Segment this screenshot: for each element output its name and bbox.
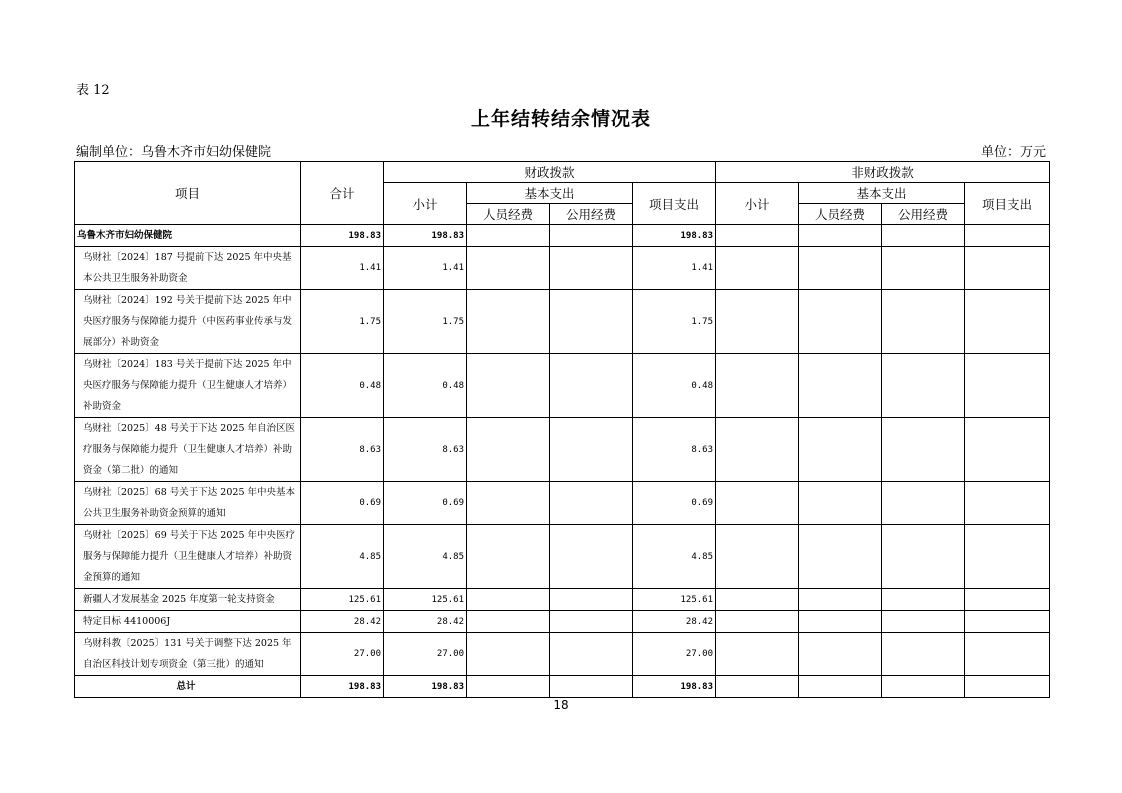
currency-unit: 单位：万元 [980, 145, 1046, 160]
cell-personnel [467, 482, 550, 525]
table-row [75, 589, 1050, 611]
table-row [75, 633, 1050, 676]
cell-total: 0.48 [301, 354, 384, 418]
cell-personnel [467, 354, 550, 418]
header-nonfiscal: 非财政拨款 [716, 162, 1050, 183]
cell-total: 0.69 [301, 482, 384, 525]
cell-public [550, 589, 633, 611]
cell-public [550, 676, 633, 698]
row-name: 乌财社〔2025〕68 号关于下达 2025 年中央基本公共卫生服务补助资金预算的通知 [75, 482, 301, 525]
header-fiscal-subtotal: 小计 [384, 183, 467, 225]
cell-total: 28.42 [301, 611, 384, 633]
compiling-unit: 编制单位：乌鲁木齐市妇幼保健院 [76, 145, 272, 160]
table-row [75, 354, 1050, 418]
cell-project: 4.85 [633, 525, 716, 589]
cell-nf-project [965, 676, 1050, 698]
cell-project: 0.69 [633, 482, 716, 525]
cell-nf-public [882, 633, 965, 676]
row-name: 乌财科教〔2025〕131 号关于调整下达 2025 年自治区科技计划专项资金（第三批）的通知 [75, 633, 301, 676]
cell-public [550, 418, 633, 482]
cell-total: 8.63 [301, 418, 384, 482]
cell-personnel [467, 247, 550, 290]
cell-nf-subtotal [716, 525, 799, 589]
cell-subtotal: 125.61 [384, 589, 467, 611]
cell-public [550, 354, 633, 418]
header-nonfiscal-basic: 基本支出 [799, 183, 965, 204]
total-row [75, 676, 1050, 698]
cell-subtotal: 1.75 [384, 290, 467, 354]
cell-project: 28.42 [633, 611, 716, 633]
carryover-table [74, 161, 1050, 698]
cell-public [550, 225, 633, 247]
cell-nf-project [965, 290, 1050, 354]
row-name: 乌财社〔2025〕69 号关于下达 2025 年中央医疗服务与保障能力提升（卫生健康人才培养）补助资金预算的通知 [75, 525, 301, 589]
cell-nf-subtotal [716, 354, 799, 418]
cell-nf-personnel [799, 418, 882, 482]
row-name: 特定目标 4410006J [75, 611, 301, 633]
cell-nf-public [882, 525, 965, 589]
cell-subtotal: 4.85 [384, 525, 467, 589]
cell-nf-public [882, 611, 965, 633]
cell-nf-personnel [799, 676, 882, 698]
cell-nf-subtotal [716, 611, 799, 633]
table-body [75, 225, 1050, 698]
cell-nf-public [882, 290, 965, 354]
cell-nf-subtotal [716, 676, 799, 698]
cell-project: 0.48 [633, 354, 716, 418]
cell-subtotal: 8.63 [384, 418, 467, 482]
header-total: 合计 [301, 162, 384, 225]
cell-nf-project [965, 633, 1050, 676]
cell-public [550, 290, 633, 354]
cell-nf-personnel [799, 611, 882, 633]
cell-total: 1.75 [301, 290, 384, 354]
cell-subtotal: 28.42 [384, 611, 467, 633]
cell-project: 8.63 [633, 418, 716, 482]
row-name: 乌鲁木齐市妇幼保健院 [75, 225, 301, 247]
cell-public [550, 482, 633, 525]
cell-nf-project [965, 247, 1050, 290]
cell-nf-project [965, 225, 1050, 247]
header-project: 项目 [75, 162, 301, 225]
row-name: 乌财社〔2024〕183 号关于提前下达 2025 年中央医疗服务与保障能力提升（卫生健康人才培养）补助资金 [75, 354, 301, 418]
cell-project: 198.83 [633, 225, 716, 247]
header-nonfiscal-subtotal: 小计 [716, 183, 799, 225]
cell-subtotal: 198.83 [384, 676, 467, 698]
cell-nf-public [882, 354, 965, 418]
cell-nf-project [965, 525, 1050, 589]
cell-subtotal: 1.41 [384, 247, 467, 290]
cell-nf-personnel [799, 525, 882, 589]
cell-nf-subtotal [716, 589, 799, 611]
cell-subtotal: 27.00 [384, 633, 467, 676]
cell-nf-project [965, 589, 1050, 611]
cell-public [550, 633, 633, 676]
cell-nf-public [882, 225, 965, 247]
row-name: 新疆人才发展基金 2025 年度第一轮支持资金 [75, 589, 301, 611]
cell-project: 27.00 [633, 633, 716, 676]
header-fiscal-public: 公用经费 [550, 204, 633, 225]
table-row [75, 525, 1050, 589]
cell-nf-personnel [799, 290, 882, 354]
row-name: 乌财社〔2024〕187 号提前下达 2025 年中央基本公共卫生服务补助资金 [75, 247, 301, 290]
cell-total: 27.00 [301, 633, 384, 676]
cell-personnel [467, 225, 550, 247]
cell-public [550, 525, 633, 589]
cell-personnel [467, 676, 550, 698]
header-nonfiscal-project: 项目支出 [965, 183, 1050, 225]
cell-nf-personnel [799, 247, 882, 290]
table-row [75, 418, 1050, 482]
table-row [75, 225, 1050, 247]
cell-personnel [467, 525, 550, 589]
row-name: 乌财社〔2025〕48 号关于下达 2025 年自治区医疗服务与保障能力提升（卫生健康人才培养）补助资金（第二批）的通知 [75, 418, 301, 482]
cell-nf-subtotal [716, 633, 799, 676]
cell-public [550, 611, 633, 633]
cell-personnel [467, 611, 550, 633]
cell-personnel [467, 633, 550, 676]
cell-nf-subtotal [716, 247, 799, 290]
header-nonfiscal-personnel: 人员经费 [799, 204, 882, 225]
cell-nf-public [882, 418, 965, 482]
cell-nf-personnel [799, 354, 882, 418]
cell-nf-subtotal [716, 225, 799, 247]
cell-personnel [467, 418, 550, 482]
cell-project: 1.75 [633, 290, 716, 354]
table-header [75, 162, 1050, 225]
table-row [75, 290, 1050, 354]
row-name: 乌财社〔2024〕192 号关于提前下达 2025 年中央医疗服务与保障能力提升（中医药事业传承与发展部分）补助资金 [75, 290, 301, 354]
cell-public [550, 247, 633, 290]
cell-project: 198.83 [633, 676, 716, 698]
cell-nf-project [965, 354, 1050, 418]
cell-nf-public [882, 482, 965, 525]
cell-nf-personnel [799, 633, 882, 676]
page-number: 18 [553, 698, 569, 712]
cell-nf-project [965, 482, 1050, 525]
header-fiscal-project: 项目支出 [633, 183, 716, 225]
cell-nf-project [965, 611, 1050, 633]
cell-nf-personnel [799, 225, 882, 247]
cell-nf-personnel [799, 589, 882, 611]
cell-subtotal: 0.69 [384, 482, 467, 525]
cell-nf-public [882, 676, 965, 698]
cell-subtotal: 198.83 [384, 225, 467, 247]
cell-total: 1.41 [301, 247, 384, 290]
table-row [75, 247, 1050, 290]
cell-personnel [467, 589, 550, 611]
cell-nf-subtotal [716, 418, 799, 482]
cell-nf-public [882, 589, 965, 611]
cell-total: 198.83 [301, 676, 384, 698]
header-fiscal-basic: 基本支出 [467, 183, 633, 204]
table-row [75, 482, 1050, 525]
cell-personnel [467, 290, 550, 354]
table-row [75, 611, 1050, 633]
table-number: 表 12 [76, 83, 110, 98]
cell-total: 125.61 [301, 589, 384, 611]
header-nonfiscal-public: 公用经费 [882, 204, 965, 225]
cell-subtotal: 0.48 [384, 354, 467, 418]
cell-nf-personnel [799, 482, 882, 525]
header-fiscal-personnel: 人员经费 [467, 204, 550, 225]
cell-nf-subtotal [716, 290, 799, 354]
cell-total: 198.83 [301, 225, 384, 247]
row-name: 总计 [75, 676, 301, 698]
cell-project: 1.41 [633, 247, 716, 290]
cell-nf-project [965, 418, 1050, 482]
cell-total: 4.85 [301, 525, 384, 589]
cell-nf-public [882, 247, 965, 290]
cell-nf-subtotal [716, 482, 799, 525]
cell-project: 125.61 [633, 589, 716, 611]
page-title: 上年结转结余情况表 [470, 108, 651, 130]
header-fiscal: 财政拨款 [384, 162, 716, 183]
